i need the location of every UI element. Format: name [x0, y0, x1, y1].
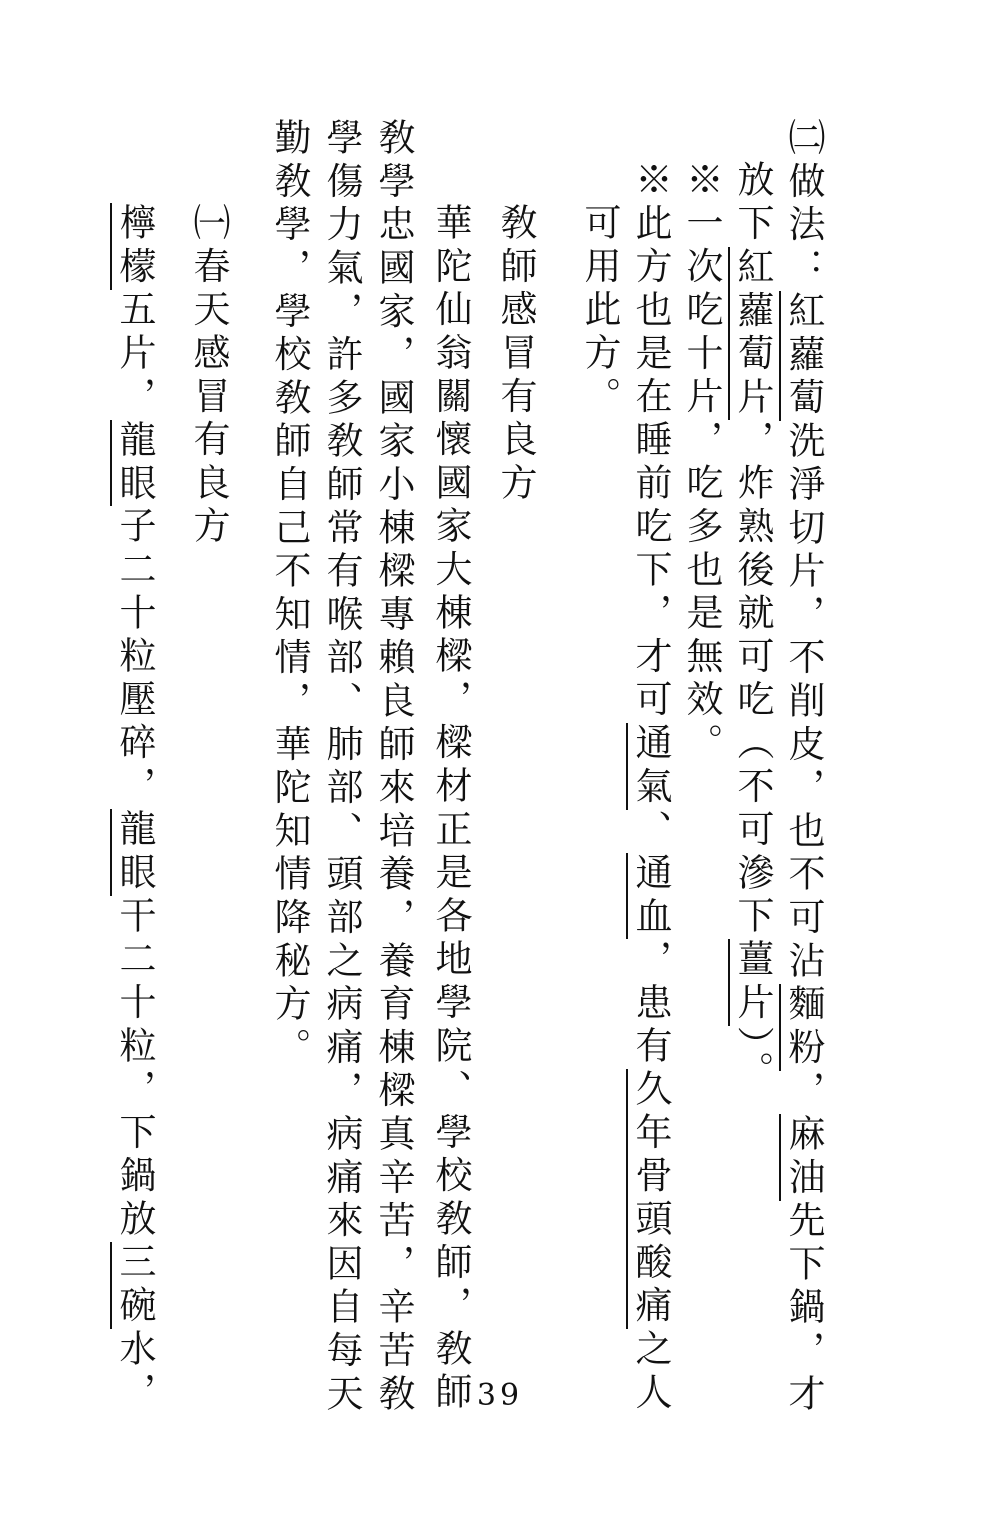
subsection-heading	[187, 203, 230, 550]
heading-text: ㈠春天感冒有良方	[187, 203, 230, 550]
note-dosage	[680, 160, 723, 767]
paragraph-text: 學傷力氣，許多敎師常有喉部、肺部、頭部之病痛，病痛來因自每天	[320, 118, 363, 1417]
ingredient-text: 子二十粒壓碎，	[113, 506, 156, 810]
underlined-term: 久年骨頭酸痛	[626, 1069, 672, 1329]
step-text: 洗淨切片，不削皮，也不可沾	[782, 421, 825, 985]
step-text: 放下	[731, 160, 774, 247]
ingredient-text: 五片，	[113, 289, 156, 420]
step-text: ）。	[731, 1026, 774, 1095]
ingredient-text: 水，	[113, 1328, 156, 1416]
step-text: 先下鍋，才	[782, 1200, 825, 1418]
paragraph-line	[320, 118, 363, 1417]
paragraph-line	[429, 203, 472, 1416]
method-step-continuation	[731, 160, 774, 1095]
underlined-term: 麻油	[779, 1114, 825, 1201]
note-text: 、	[629, 809, 672, 853]
step-text: ，炸熟後就可吃（不可滲下	[731, 419, 774, 940]
underlined-term: 龍眼	[110, 420, 156, 507]
page-number: 39	[476, 1378, 524, 1413]
underlined-term: 通血	[626, 853, 672, 940]
underlined-term: 紅蘿蔔片	[728, 247, 774, 420]
underlined-term: 龍眼	[110, 809, 156, 896]
note-text: 之人	[629, 1329, 672, 1416]
underlined-term: 檸檬	[110, 203, 156, 290]
note-text: ※此方也是在睡前吃下，才可	[629, 160, 672, 723]
step-text: ㈡做法：	[782, 118, 825, 292]
method-step-column	[782, 118, 825, 1418]
note-text: ※一次吃十片，吃多也是無效。	[680, 160, 723, 767]
ingredient-text: 干二十粒，下鍋放	[113, 895, 156, 1243]
paragraph-line	[268, 118, 311, 1071]
paragraph-text: 敎學忠國家，國家小棟樑專賴良師來培養，養育棟樑真辛苦，辛苦敎	[372, 118, 415, 1417]
note-timing-continuation	[578, 203, 621, 420]
paragraph-text: 華陀仙翁關懷國家大棟樑，樑材正是各地學院、學校敎師，敎師	[429, 203, 472, 1416]
underlined-term: 薑片	[728, 939, 774, 1026]
underlined-term: 通氣	[626, 723, 672, 810]
note-text: ，患有	[629, 939, 672, 1070]
section-heading	[494, 203, 537, 507]
underlined-term: 麵粉	[779, 984, 825, 1071]
note-text: 可用此方。	[578, 203, 621, 420]
ingredient-line	[113, 203, 156, 1416]
step-text: ，	[782, 1070, 825, 1114]
heading-text: 敎師感冒有良方	[494, 203, 537, 507]
underlined-term: 紅蘿蔔	[779, 291, 825, 421]
paragraph-text: 勤敎學，學校敎師自己不知情，華陀知情降秘方。	[268, 118, 311, 1071]
note-timing	[629, 160, 672, 1416]
underlined-term: 三碗	[110, 1242, 156, 1329]
paragraph-line	[372, 118, 415, 1417]
